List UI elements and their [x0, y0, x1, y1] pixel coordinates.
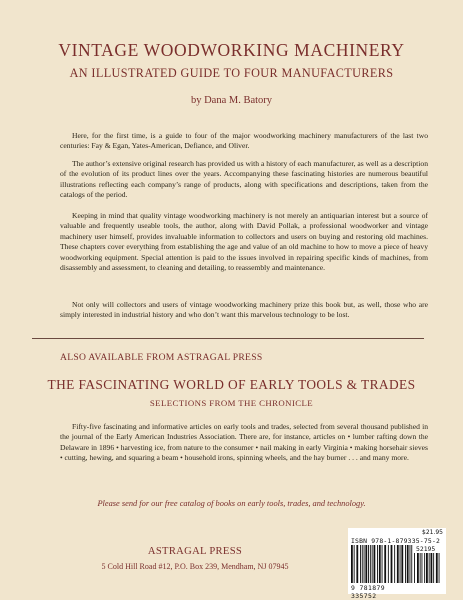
barcode-bar [410, 545, 411, 583]
barcode-bar [351, 545, 353, 583]
also-available-heading: ALSO AVAILABLE FROM ASTRAGAL PRESS [60, 352, 263, 363]
barcode-bar [407, 545, 409, 583]
barcode-bar [400, 545, 401, 583]
barcode-bar [405, 545, 406, 583]
publisher-address: 5 Cold Hill Road #12, P.O. Box 239, Mendham, NJ 07945 [101, 562, 289, 571]
barcode-bar [356, 545, 358, 583]
barcode-bar [397, 545, 399, 583]
isbn-barcode [348, 528, 446, 600]
barcode-bar [377, 545, 378, 583]
barcode-bar [360, 545, 361, 583]
barcode-bar [370, 545, 371, 583]
barcode-bar [439, 553, 440, 583]
barcode-bar [374, 545, 376, 583]
related-book-title: THE FASCINATING WORLD OF EARLY TOOLS & TRADES [47, 377, 416, 392]
description-paragraph-1: Here, for the first time, is a guide to four of the major woodworking machinery manufacturers of the last two centuries: Fay & Egan, Yates-American, Defiance, and Oliver. [60, 131, 428, 151]
barcode-bar [384, 545, 386, 583]
barcode-bar [420, 553, 421, 583]
barcode-bar [354, 545, 355, 583]
barcode-bar [426, 553, 428, 583]
barcode-bar [411, 545, 412, 583]
barcode-bar [414, 553, 415, 583]
barcode-bar [424, 553, 425, 583]
catalog-note: Please send for our free catalog of books on early tools, trades, and technology. [97, 499, 366, 508]
price-label: $21.95 [422, 529, 443, 536]
related-book-subtitle: SELECTIONS FROM THE CHRONICLE [149, 398, 314, 408]
section-divider [32, 338, 424, 339]
barcode-bar [368, 545, 369, 583]
barcode-bar [436, 553, 438, 583]
barcode-bar [394, 545, 395, 583]
barcode-bar [372, 545, 373, 583]
barcode-bar [391, 545, 393, 583]
description-paragraph-2: The author’s extensive original research has provided us with a history of each manufacturer, as well as a description of the evolution of its product lines over the years. Accompanying these fascinating histories are numerous beautiful illustrations reflecting each company’s range of products, along with specifications and descriptions, taken from the catalogs of the period. [60, 159, 428, 200]
description-paragraph-4: Not only will collectors and users of vintage woodworking machinery prize this book but, as well, those who are simply interested in industrial history and who don’t want this marvelous technology to be lost. [60, 300, 428, 320]
barcode-bar [422, 553, 423, 583]
book-subtitle: AN ILLUSTRATED GUIDE TO FOUR MANUFACTURERS [69, 66, 394, 80]
related-book-description: Fifty-five fascinating and informative articles on early tools and trades, selected from several thousand published in the journal of the Early American Industries Association. There are, for instance, articles on • lumber rafting down the Delaware in 1896 • harvesting ice, from nature to the consumer • nail making in early Virginia • making horsehair sieves • cutting, hewing, and squaring a beam • household irons, spinning wheels, and the hay burner . . . and many more. [60, 422, 428, 463]
publisher-name: ASTRAGAL PRESS [147, 546, 243, 557]
barcode-bar [362, 545, 363, 583]
barcode-bar [433, 553, 434, 583]
isbn-label: ISBN 978-1-879335-75-2 [351, 537, 441, 545]
barcode-bar [401, 545, 403, 583]
barcode-digits: 9 781879 335752 [351, 584, 385, 600]
barcode-bar [364, 545, 365, 583]
barcode-bar [388, 545, 389, 583]
barcode-bars [351, 545, 443, 583]
barcode-graphic [351, 545, 443, 583]
barcode-bar [431, 553, 433, 583]
barcode-bar [379, 545, 381, 583]
barcode-bar [382, 545, 383, 583]
author-byline: by Dana M. Batory [190, 95, 273, 106]
book-title: VINTAGE WOODWORKING MACHINERY [58, 40, 405, 60]
barcode-bar [417, 553, 419, 583]
barcode-addon-digits: 52195 [416, 545, 436, 553]
barcode-bar [429, 553, 430, 583]
barcode-bar [365, 545, 367, 583]
description-paragraph-3: Keeping in mind that quality vintage woodworking machinery is not merely an antiquarian interest but a source of valuable and frequently useable tools, the author, along with David Pollak, a professional woodworker and vintage machinery user himself, provides invaluable information to collectors and users on buying and restoring old machines. These chapters cover everything from establishing the age and value of an old machine to how to move a piece of heavy woodworking equipment. Special attention is paid to the issues involved in repairing specific kinds of machines, from disassembly and assessment, to cleaning and detailing, to reassembly and maintenance. [60, 211, 428, 273]
